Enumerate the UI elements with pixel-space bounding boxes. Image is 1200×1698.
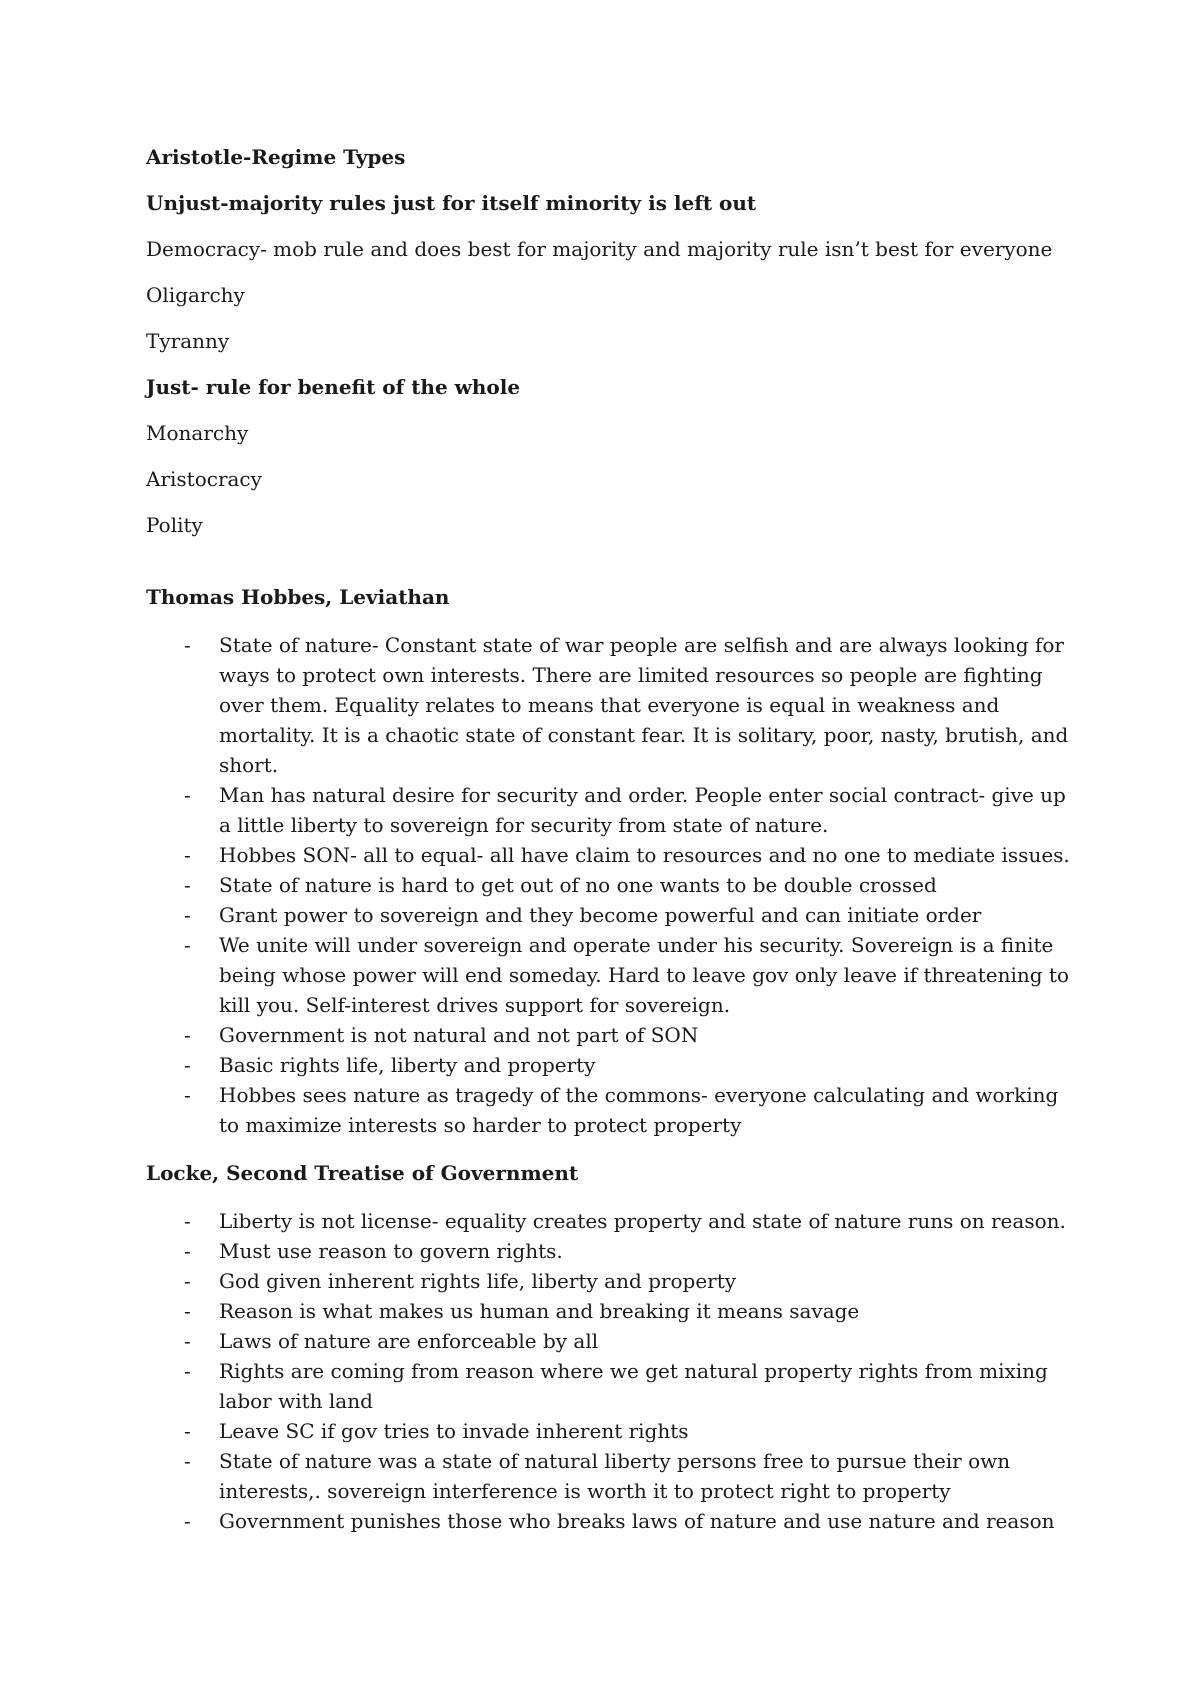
list-item-text: State of nature is hard to get out of no one wants to be double crossed xyxy=(219,873,937,897)
regime-polity: Polity xyxy=(146,513,203,537)
locke-section xyxy=(146,1160,1076,1536)
list-item xyxy=(146,1356,1076,1416)
list-item-text: State of nature was a state of natural liberty persons free to pursue their own interests,. sovereign interference is worth it to protect right to property xyxy=(219,1449,1011,1503)
dash-bullet: - xyxy=(184,1419,191,1443)
list-item xyxy=(146,1050,1076,1080)
list-item-text: God given inherent rights life, liberty and property xyxy=(219,1269,737,1293)
dash-bullet: - xyxy=(184,1359,191,1383)
list-item-text: Hobbes SON- all to equal- all have claim to resources and no one to mediate issues. xyxy=(219,843,1070,867)
list-item xyxy=(146,1020,1076,1050)
locke-title: Locke, Second Treatise of Government xyxy=(146,1161,579,1185)
regime-oligarchy: Oligarchy xyxy=(146,283,245,307)
list-item-text: State of nature- Constant state of war people are selfish and are always looking for ways to protect own interests. There are limited resources so people are fighting over them. Equality relates to means that everyone is equal in weakness and mortality. It is a chaotic state of constant fear. It is solitary, poor, nasty, brutish, and short. xyxy=(219,633,1069,777)
dash-bullet: - xyxy=(184,1509,191,1533)
dash-bullet: - xyxy=(184,1209,191,1233)
list-item-text: Government is not natural and not part of SON xyxy=(219,1023,699,1047)
list-item xyxy=(146,780,1076,840)
aristotle-section xyxy=(146,144,1076,538)
just-heading: Just- rule for benefit of the whole xyxy=(146,375,521,399)
list-item xyxy=(146,1416,1076,1446)
list-item-text: Must use reason to govern rights. xyxy=(219,1239,563,1263)
dash-bullet: - xyxy=(184,633,191,657)
document-content xyxy=(146,144,1076,1556)
dash-bullet: - xyxy=(184,1239,191,1263)
dash-bullet: - xyxy=(184,1449,191,1473)
list-item xyxy=(146,1206,1076,1236)
list-item-text: Laws of nature are enforceable by all xyxy=(219,1329,599,1353)
dash-bullet: - xyxy=(184,873,191,897)
list-item-text: Liberty is not license- equality creates property and state of nature runs on reason. xyxy=(219,1209,1066,1233)
list-item xyxy=(146,900,1076,930)
locke-bullet-list xyxy=(146,1206,1076,1536)
list-item xyxy=(146,1326,1076,1356)
list-item-text: Hobbes sees nature as tragedy of the commons- everyone calculating and working to maximize interests so harder to protect property xyxy=(219,1083,1059,1137)
dash-bullet: - xyxy=(184,1053,191,1077)
list-item-text: Grant power to sovereign and they become powerful and can initiate order xyxy=(219,903,982,927)
section-spacer xyxy=(146,558,1076,584)
hobbes-bullet-list xyxy=(146,630,1076,1140)
unjust-heading: Unjust-majority rules just for itself minority is left out xyxy=(146,191,757,215)
list-item xyxy=(146,870,1076,900)
regime-democracy: Democracy- mob rule and does best for majority and majority rule isn’t best for everyone xyxy=(146,237,1053,261)
list-item-text: We unite will under sovereign and operate under his security. Sovereign is a finite being whose power will end someday. Hard to leave gov only leave if threatening to kill you. Self-interest drives support for sovereign. xyxy=(219,933,1069,1017)
list-item xyxy=(146,1236,1076,1266)
list-item xyxy=(146,1266,1076,1296)
regime-monarchy: Monarchy xyxy=(146,421,249,445)
list-item-text: Leave SC if gov tries to invade inherent rights xyxy=(219,1419,689,1443)
dash-bullet: - xyxy=(184,1269,191,1293)
dash-bullet: - xyxy=(184,1299,191,1323)
hobbes-section xyxy=(146,584,1076,1140)
dash-bullet: - xyxy=(184,1023,191,1047)
aristotle-title: Aristotle-Regime Types xyxy=(146,145,406,169)
regime-aristocracy: Aristocracy xyxy=(146,467,262,491)
regime-tyranny: Tyranny xyxy=(146,329,230,353)
list-item-text: Man has natural desire for security and order. People enter social contract- give up a little liberty to sovereign for security from state of nature. xyxy=(219,783,1066,837)
list-item xyxy=(146,1080,1076,1140)
dash-bullet: - xyxy=(184,783,191,807)
dash-bullet: - xyxy=(184,903,191,927)
list-item xyxy=(146,930,1076,1020)
dash-bullet: - xyxy=(184,1329,191,1353)
dash-bullet: - xyxy=(184,1083,191,1107)
list-item-text: Government punishes those who breaks laws of nature and use nature and reason xyxy=(219,1509,1055,1533)
list-item xyxy=(146,1296,1076,1326)
dash-bullet: - xyxy=(184,843,191,867)
dash-bullet: - xyxy=(184,933,191,957)
hobbes-title: Thomas Hobbes, Leviathan xyxy=(146,585,450,609)
list-item-text: Reason is what makes us human and breaking it means savage xyxy=(219,1299,860,1323)
list-item-text: Basic rights life, liberty and property xyxy=(219,1053,596,1077)
list-item xyxy=(146,1506,1076,1536)
list-item-text: Rights are coming from reason where we get natural property rights from mixing labor with land xyxy=(219,1359,1048,1413)
list-item xyxy=(146,840,1076,870)
list-item xyxy=(146,1446,1076,1506)
list-item xyxy=(146,630,1076,780)
